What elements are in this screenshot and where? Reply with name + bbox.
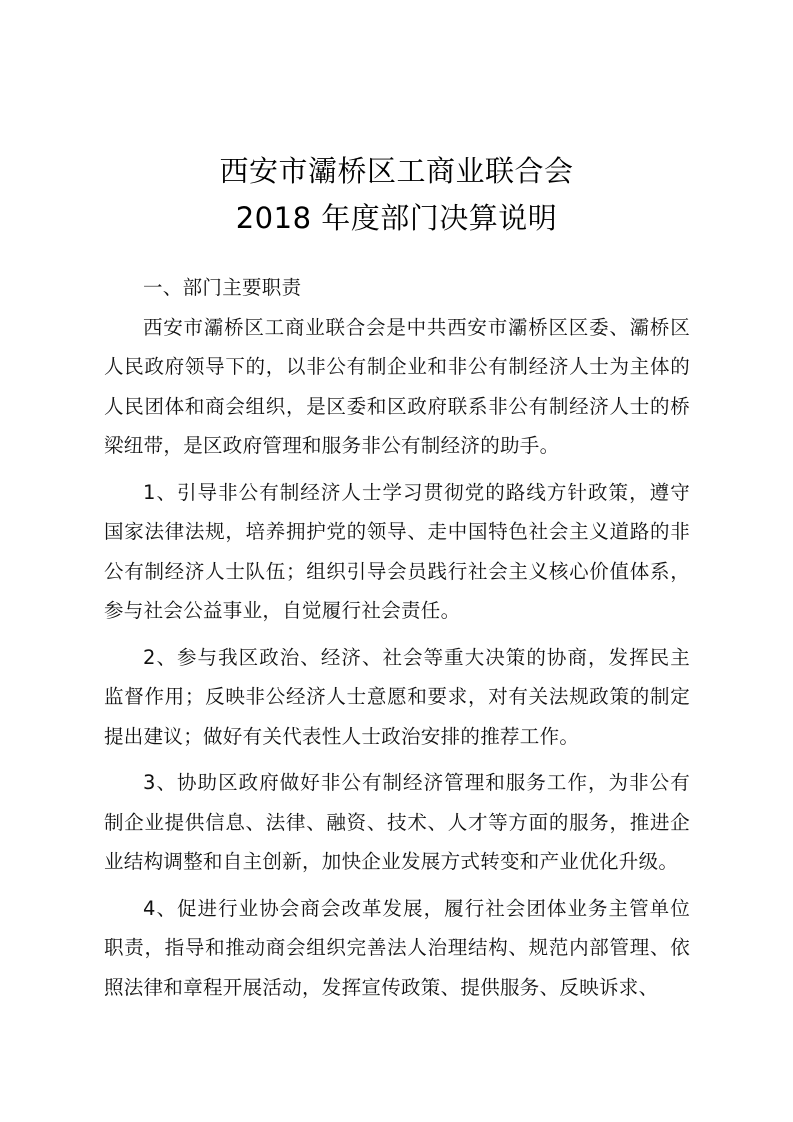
paragraph-duty-2: 2、参与我区政治、经济、社会等重大决策的协商，发挥民主监督作用；反映非公经济人士意愿和要求，对有关法规政策的制定提出建议；做好有关代表性人士政治安排的推荐工作。: [104, 645, 690, 748]
paragraph-duty-1: 1、引导非公有制经济人士学习贯彻党的路线方针政策，遵守国家法律法规，培养拥护党的领导、走中国特色社会主义道路的非公有制经济人士队伍；组织引导会员践行社会主义核心价值体系，参与社会公益事业，自觉履行社会责任。: [104, 480, 690, 622]
title-line-2: 2018 年度部门决算说明: [235, 201, 558, 235]
paragraph-duty-4: 4、促进行业协会商会改革发展，履行社会团体业务主管单位职责，指导和推动商会组织完善法人治理结构、规范内部管理、依照法律和章程开展活动，发挥宣传政策、提供服务、反映诉求、: [104, 896, 690, 999]
paragraph-duty-3: 3、协助区政府做好非公有制经济管理和服务工作，为非公有制企业提供信息、法律、融资、技术、人才等方面的服务，推进企业结构调整和自主创新，加快企业发展方式转变和产业优化升级。: [104, 771, 690, 873]
document-title: [0, 148, 793, 242]
title-line-1: 西安市灞桥区工商业联合会: [219, 154, 574, 188]
section-heading: 一、部门主要职责: [143, 276, 302, 299]
paragraph-intro: 西安市灞桥区工商业联合会是中共西安市灞桥区区委、灞桥区人民政府领导下的，以非公有制企业和非公有制经济人士为主体的人民团体和商会组织，是区委和区政府联系非公有制经济人士的桥梁纽带，是区政府管理和服务非公有制经济的助手。: [104, 315, 690, 457]
document-body: [104, 268, 690, 1007]
